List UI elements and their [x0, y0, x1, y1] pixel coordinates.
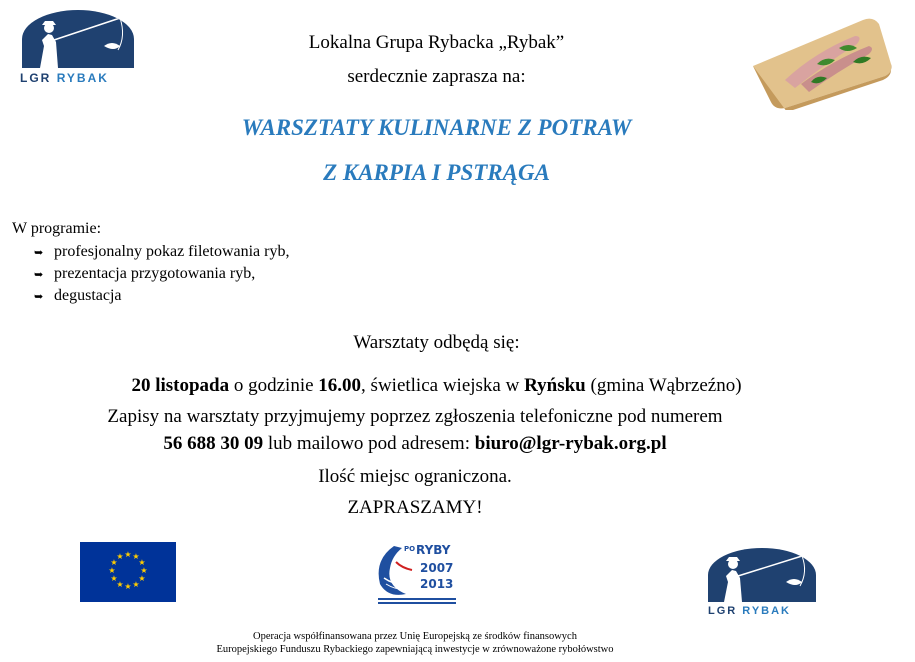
- fish-hook-icon: ➥: [34, 291, 44, 303]
- svg-text:★: ★: [138, 558, 146, 567]
- fish-hook-icon: ➥: [34, 247, 44, 259]
- svg-text:RYBY: RYBY: [416, 543, 451, 557]
- lgr-logo-text: LGR RYBAK: [708, 605, 792, 617]
- lgr-logo-text: LGR RYBAK: [20, 71, 109, 85]
- svg-text:2007: 2007: [420, 561, 454, 575]
- svg-text:★: ★: [110, 574, 118, 583]
- event-date: 20 listopada: [131, 375, 230, 396]
- funding-note-line2: Europejskiego Funduszu Rybackiego zapewniającą inwestycje w zrównoważone rybołówstwo: [216, 644, 614, 655]
- date-time-place: 20 listopada o godzinie 16.00, świetlica wiejska w Ryńsku (gmina Wąbrzeźno): [131, 375, 742, 396]
- event-time: 16.00: [318, 375, 362, 396]
- po-ryby-logo: [372, 538, 462, 610]
- org-name: Lokalna Grupa Rybacka „Rybak”: [308, 32, 565, 53]
- svg-text:★: ★: [124, 550, 132, 559]
- event-village: Ryńsku: [524, 375, 586, 396]
- svg-text:★: ★: [124, 582, 132, 591]
- eu-flag-icon: [80, 542, 176, 602]
- contact-line: 56 688 30 09 lub mailowo pod adresem: biuro@lgr-rybak.org.pl: [163, 433, 667, 454]
- details-intro: Warsztaty odbędą się:: [353, 332, 520, 353]
- program-item: ➥ profesjonalny pokaz filetowania ryb,: [34, 243, 290, 260]
- fish-hook-icon: ➥: [34, 269, 44, 281]
- program-item: ➥ degustacja: [34, 287, 122, 304]
- svg-text:★: ★: [108, 566, 116, 575]
- svg-text:2013: 2013: [420, 577, 454, 591]
- funding-note-line1: Operacja współfinansowana przez Unię Europejską ze środków finansowych: [253, 631, 577, 642]
- svg-text:★: ★: [116, 580, 124, 589]
- welcome-text: ZAPRASZAMY!: [347, 497, 483, 518]
- program-heading: W programie:: [12, 220, 102, 237]
- fish-on-board-image: [745, 2, 895, 110]
- svg-text:★: ★: [116, 552, 124, 561]
- event-title-line2: Z KARPIA I PSTRĄGA: [323, 160, 550, 185]
- lgr-logo-bottom: [706, 548, 822, 622]
- invite-line: serdecznie zaprasza na:: [347, 66, 526, 87]
- program-item: ➥ prezentacja przygotowania ryb,: [34, 265, 256, 282]
- event-title-line1: WARSZTATY KULINARNE Z POTRAW: [241, 115, 632, 140]
- email-address: biuro@lgr-rybak.org.pl: [474, 433, 667, 454]
- svg-text:★: ★: [132, 552, 140, 561]
- svg-text:★: ★: [132, 580, 140, 589]
- svg-text:★: ★: [110, 558, 118, 567]
- svg-text:★: ★: [140, 566, 148, 575]
- phone-number: 56 688 30 09: [163, 433, 264, 454]
- svg-text:PO: PO: [404, 545, 416, 553]
- signup-line: Zapisy na warsztaty przyjmujemy poprzez zgłoszenia telefoniczne pod numerem: [107, 406, 723, 427]
- limited-seats: Ilość miejsc ograniczona.: [318, 466, 512, 487]
- svg-text:★: ★: [138, 574, 146, 583]
- fisherman-emblem-icon: [708, 548, 816, 602]
